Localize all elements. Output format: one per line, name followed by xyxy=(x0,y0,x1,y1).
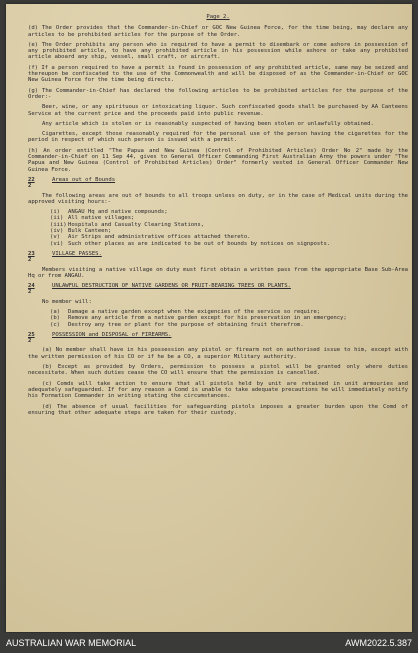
document-text xyxy=(28,14,408,420)
firearms-a: (a) No member shall have in his possession any pistol or firearm not on authorised issue to him, except with the written permission of his CO or if he be a CO, a superior Military authority. xyxy=(28,347,409,360)
archive-name: AUSTRALIAN WAR MEMORIAL xyxy=(6,638,137,648)
section-number: 24 2 xyxy=(28,283,35,296)
firearms-c: (c) Comds will take action to ensure that all pistols held by unit are retained in unit armouries and adequately safeguarded. If for any reason a Comd is unable to take adequate precautions he will immediately notify his Formation Commander in writing stating the circumstances. xyxy=(28,380,408,400)
archive-reference: AWM2022.5.387 xyxy=(345,638,412,648)
section-number: 22 2 xyxy=(28,176,35,190)
list-item: (vi) Such other places as are indicated to be out of bounds by notices on signposts. xyxy=(50,240,331,247)
list-item: (v) Air Strips and administrative offices attached thereto. xyxy=(50,234,251,241)
section-heading: POSSESSION and DISPOSAL of FIREARMS. xyxy=(52,331,172,338)
section-23-intro: Members visiting a native village on duty must first obtain a written pass from the appropriate Base Sub-Area Hq or from ANGAU. xyxy=(28,266,408,279)
section-heading: UNLAWFUL DESTRUCTION OF NATIVE GARDENS OR FRUIT-BEARING TREES OR PLANTS. xyxy=(52,283,291,290)
paragraph-g-stolen: Any article which is stolen or is reasonably suspected of having been stolen or unlawfully obtained. xyxy=(42,120,374,127)
list-item: (b) Remove any article from a native garden except for his preservation in an emergency; xyxy=(50,315,347,322)
paragraph-d: (d) The Order provides that the Commander-in-Chief or GOC New Guinea Force, for the time being, may declare any articles to be prohibited articles for the purpose of the Order. xyxy=(28,25,408,38)
section-25-heading-row xyxy=(28,332,408,345)
section-24-list xyxy=(50,309,408,328)
list-item: (ii) All native villages; xyxy=(50,215,135,222)
document-page xyxy=(6,4,412,632)
list-item: (i) ANGAU Hq and native compounds; xyxy=(50,209,168,216)
section-24-heading-row xyxy=(28,283,408,296)
section-number: 23 2 xyxy=(28,250,35,264)
paragraph-g-liquor: Beer, wine, or any spirituous or intoxicating liquor. Such confiscated goods shall be purchased by AA Canteens Service at the current price and the proceeds paid into public revenue. xyxy=(28,104,408,117)
list-item: (a) Damage a native garden except when the exigencies of the service so require; xyxy=(50,308,321,315)
paragraph-f: (f) If a person required to have a permit is found in possession of any prohibited article, same may be seized and thereupon be confiscated to the use of the Commonwealth and will be disposed of as the Commander-in-Chief or GOC New Guinea Force for the time being directs. xyxy=(28,64,408,84)
paragraph-g: (g) The Commander-in-Chief has declared the following articles to be prohibited articles for the purpose of the Order:- xyxy=(28,87,408,100)
paragraph-g-cigarettes: Cigarettes, except those reasonably required for the personal use of the person having the cigarettes for the period in respect of which such person is issued with a permit. xyxy=(28,131,408,144)
list-item: (iv) Bulk Canteen; xyxy=(50,228,112,235)
section-22-list xyxy=(50,209,408,247)
firearms-d: (d) The absence of usual facilities for safeguarding pistols imposes a greater burden upon the Comd of ensuring that other adequate steps are taken for their custody. xyxy=(28,403,408,416)
section-23-heading-row xyxy=(28,251,408,264)
list-item: (c) Destroy any tree or plant for the purpose of obtaining fruit therefrom. xyxy=(50,321,304,328)
paragraph-h: (h) An order entitled "The Papua and New Guinea (Control of Prohibited Articles) Order No 2" made by the Commander-in-Chief on 11 Sep 44, gives to General Officer Commanding First Australian Army the powers under "The Papua and New Guinea (Control of Prohibited Articles) Order" formerly vested in General Officer Commander New Guinea Force. xyxy=(28,147,408,173)
section-22-intro: The following areas are out of bounds to all troops unless on duty, or in the case of Medical units during the approved visiting hours:- xyxy=(28,192,408,205)
section-24-intro: No member will: xyxy=(42,298,92,305)
paragraph-e: (e) The Order prohibits any person who is required to have a permit to disembark or come ashore in possession of any prohibited article, to have any prohibited article in his possession while ashore or take any prohibited article aboard any ship, vessel, small craft, or aircraft. xyxy=(28,41,408,61)
firearms-b: (b) Except as provided by Orders, permission to possess a pistol will be granted only where duties necessitate. When such duties cease the CO will ensure that the permission is cancelled. xyxy=(28,364,408,377)
section-number: 25 2 xyxy=(28,331,35,345)
page-header: Page 2. xyxy=(206,14,230,20)
section-heading: VILLAGE PASSES. xyxy=(52,250,102,257)
section-heading: Areas out of Bounds xyxy=(52,176,116,183)
archive-caption-bar xyxy=(0,633,418,653)
list-item: (iii) Hospitals and Casualty Clearing Stations, xyxy=(50,221,205,228)
section-22-heading-row xyxy=(28,177,408,190)
